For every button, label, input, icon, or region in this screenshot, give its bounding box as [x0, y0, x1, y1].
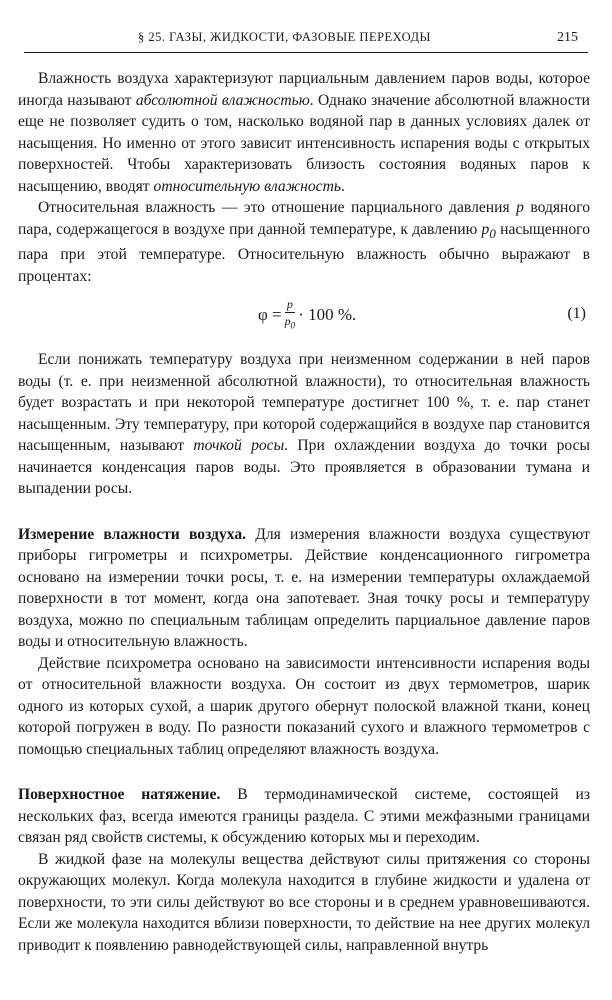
section-heading-surface-tension: Поверхностное натяжение.	[18, 786, 221, 804]
paragraph-psychrometer: Действие психрометра основано на зависимости интенсивности испарения воды от относительной влажности воздуха. Он состоит из двух термометров, шарик одного из которых сухой, а шарик другого обернут полоской влажной ткани, конец которой погружен в воду. По разности показаний сухого и влажного термометров с помощью специальных таблиц определяют влажность воздуха.	[18, 654, 590, 758]
text-run: водяного пара, содержащегося в воздухе при данной температуре, к давлению	[18, 199, 590, 238]
equation-number: (1)	[567, 305, 586, 323]
page-header	[24, 30, 588, 54]
page-body	[18, 68, 590, 956]
page-number: 215	[557, 30, 578, 45]
formula-denominator: $p_0$	[284, 314, 296, 331]
formula-relative-humidity	[18, 291, 590, 343]
text-run: Для измерения влажности воздуха существуют приборы гигрометры и психрометры. Действие конденсационного гигрометра основано на измерении точки росы, т. е. на измерении температуры охлаждаемой поверхности в тот момент, когда она запотевает. Зная точку росы и температуру воздуха, можно по специальным таблицам определить парциальное давление паров воды и относительную влажность.	[18, 525, 591, 651]
term-relative-humidity: относительную влажность	[153, 177, 341, 195]
text-run: . При охлаждении воздуха до точки росы начинается конденсация паров воды. Это проявляется в образовании тумана и выпадении росы.	[18, 437, 590, 498]
section-humidity-measurement	[18, 524, 590, 653]
text-run: . Однако значение абсолютной влажности еще не позволяет судить о том, насколько водяной пар в данных условиях далек от насыщения. Но именно от этого зависит интенсивность испарения воды с открытых поверхностей. Чтобы характеризовать близость состояния водяных паров к насыщению, вводят	[18, 91, 591, 195]
text-run: .	[340, 177, 345, 195]
term-absolute-humidity: абсолютной влажностью	[135, 91, 310, 109]
text-run: В термодинамической системе, состоящей из нескольких фаз, всегда имеются границы раздела. С этими межфазными границами связан ряд свойств системы, к обсуждению которых мы и переходим.	[18, 786, 590, 847]
formula-numerator: p	[286, 297, 293, 312]
formula-lhs: φ =	[258, 305, 282, 325]
paragraph-dew-point	[18, 349, 590, 500]
symbol-p0-base: p	[481, 220, 490, 238]
term-dew-point: точкой росы	[193, 437, 285, 455]
formula-expression	[258, 297, 356, 332]
section-heading-humidity-measurement: Измерение влажности воздуха.	[18, 525, 247, 543]
text-run: Влажность воздуха характеризуют парциальным давлением паров воды, которое иногда называют	[18, 70, 590, 109]
formula-fraction	[285, 297, 296, 332]
paragraph-liquid-phase: В жидкой фазе на молекулы вещества действуют силы притяжения со стороны окружающих молекул. Когда молекула находится в глубине жидкости и удалена от поверхности, то эти силы действуют во все стороны и в среднем уравновешиваются. Если же молекула находится вблизи поверхности, то действие на нее других молекул приводит к появлению равнодействующей силы, направленной внутрь	[18, 850, 590, 954]
text-run: насыщенного пара при этой температуре. Относительную влажность обычно выражают в процентах:	[18, 220, 590, 285]
formula-denominator-subscript: 0	[290, 320, 296, 331]
paragraph-relative-humidity	[18, 197, 590, 287]
formula-rhs: · 100 %.	[298, 305, 357, 325]
symbol-p0-subscript: 0	[489, 225, 496, 241]
text-run: Относительная влажность — это отношение парциального давления	[38, 199, 517, 216]
running-head: § 25. ГАЗЫ, ЖИДКОСТИ, ФАЗОВЫЕ ПЕРЕХОДЫ	[138, 30, 431, 44]
section-surface-tension	[18, 784, 590, 849]
header-rule	[24, 52, 588, 53]
text-run: Если понижать температуру воздуха при неизменном содержании в ней паров воды (т. е. при неизменной абсолютной влажности), то относительная влажность будет возрастать и при некоторой температуре достигнет 100 %, т. е. пар станет насыщенным. Эту температуру, при которой содержащийся в воздухе пар становится насыщенным, называют	[18, 351, 590, 455]
symbol-p0	[481, 220, 496, 241]
symbol-p: p	[516, 199, 524, 216]
paragraph-absolute-humidity	[18, 68, 590, 197]
